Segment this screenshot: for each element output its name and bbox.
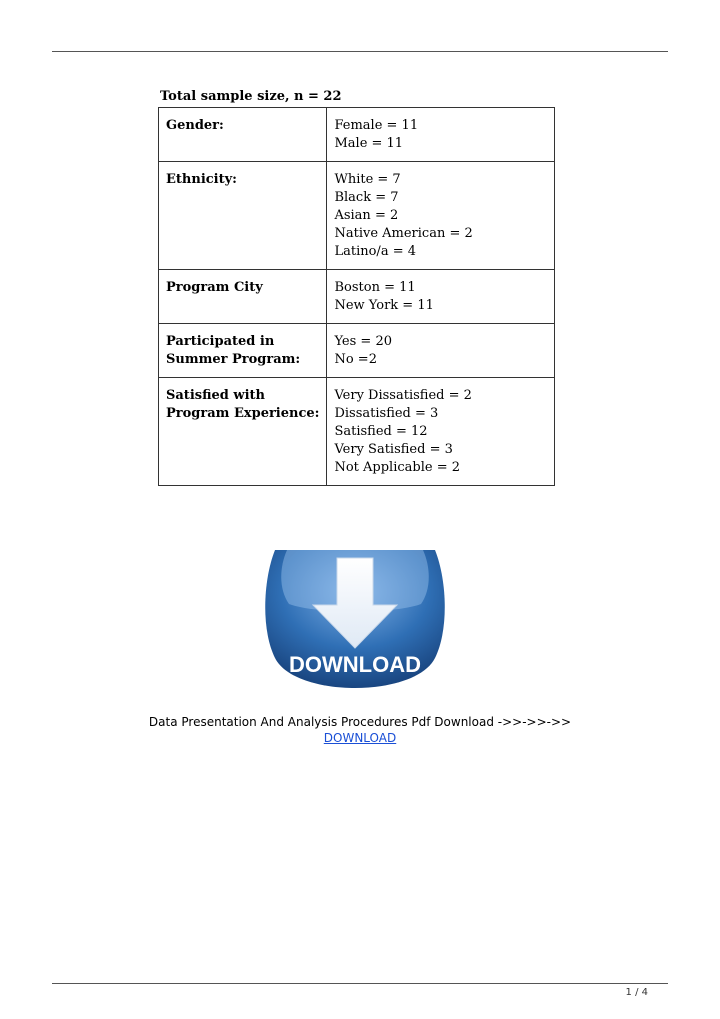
table-caption: Total sample size, n = 22 xyxy=(160,89,342,104)
category-label: Ethnicity: xyxy=(166,172,237,187)
value-line: Native American = 2 xyxy=(334,226,473,241)
row-values xyxy=(327,324,555,378)
download-graphic[interactable] xyxy=(265,550,445,700)
row-values xyxy=(327,162,555,270)
value-line: New York = 11 xyxy=(334,298,434,313)
value-line: Very Dissatisfied = 2 xyxy=(334,388,472,403)
row-category xyxy=(159,270,327,324)
category-label: Program Experience: xyxy=(166,406,320,421)
value-line: Not Applicable = 2 xyxy=(334,460,461,475)
category-label: Satisfied with xyxy=(166,388,265,403)
download-link[interactable]: DOWNLOAD xyxy=(323,731,397,745)
value-line: Female = 11 xyxy=(334,118,419,133)
row-values xyxy=(327,270,555,324)
table-row xyxy=(159,108,555,162)
value-line: Latino/a = 4 xyxy=(334,244,416,259)
download-link-container xyxy=(0,731,720,745)
value-line: Dissatisfied = 3 xyxy=(334,406,439,421)
demographics-table xyxy=(158,107,555,486)
value-line: White = 7 xyxy=(334,172,401,187)
table-row xyxy=(159,324,555,378)
table-row xyxy=(159,162,555,270)
page-number: 1 / 4 xyxy=(625,987,648,998)
value-line: Very Satisfied = 3 xyxy=(334,442,453,457)
value-line: Black = 7 xyxy=(334,190,399,205)
table-row xyxy=(159,270,555,324)
value-line: Asian = 2 xyxy=(334,208,399,223)
caption-text: Data Presentation And Analysis Procedures Pdf Download ->>->>->> xyxy=(148,715,572,729)
row-category xyxy=(159,108,327,162)
value-line: Boston = 11 xyxy=(334,280,416,295)
table-row xyxy=(159,378,555,486)
footer-rule xyxy=(52,983,668,984)
row-category xyxy=(159,324,327,378)
category-label: Program City xyxy=(166,280,263,295)
row-category xyxy=(159,378,327,486)
category-label: Summer Program: xyxy=(166,352,301,367)
row-category xyxy=(159,162,327,270)
category-label: Participated in xyxy=(166,334,275,349)
value-line: No =2 xyxy=(334,352,377,367)
row-values xyxy=(327,378,555,486)
value-line: Yes = 20 xyxy=(334,334,392,349)
header-rule xyxy=(52,51,668,52)
value-line: Satisfied = 12 xyxy=(334,424,428,439)
download-graphic-label: DOWNLOAD xyxy=(289,652,421,677)
value-line: Male = 11 xyxy=(334,136,404,151)
category-label: Gender: xyxy=(166,118,224,133)
row-values xyxy=(327,108,555,162)
